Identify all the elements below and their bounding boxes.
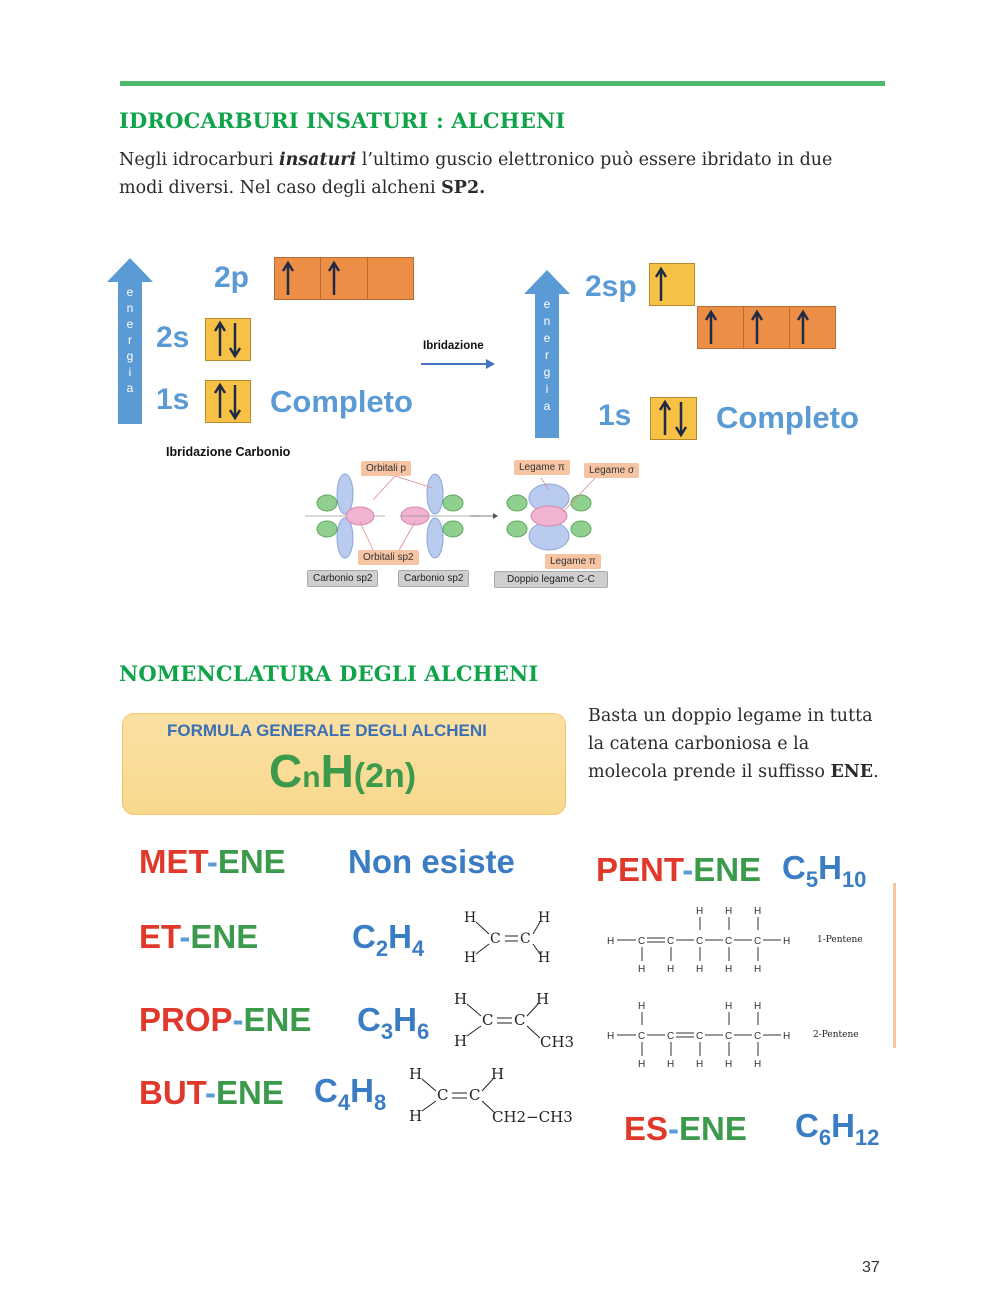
formula-general: CnH(2n) (269, 745, 417, 797)
formula-esene: $C_6H_{12}$ (795, 1107, 880, 1150)
svg-text:C: C (482, 1011, 494, 1029)
top-rule (120, 81, 885, 86)
svg-text:C: C (696, 1031, 704, 1042)
tag-legame-pi-bottom: Legame π (545, 554, 601, 569)
ch2ch3-label: CH2−CH3 (492, 1108, 573, 1126)
svg-text:H: H (725, 964, 733, 975)
svg-text:H: H (409, 1065, 423, 1083)
svg-text:C: C (514, 1011, 526, 1029)
updown-arrows-icon-2s (205, 318, 251, 361)
energy-label-left: e n e r g i a (126, 285, 134, 395)
svg-text:C: C (638, 936, 646, 947)
carbon-left-orbitals (305, 474, 385, 558)
tag-carbonio-1: Carbonio sp2 (307, 570, 378, 587)
right-arrow-icon (420, 358, 496, 370)
svg-text:H: H (696, 906, 704, 917)
svg-text:C: C (520, 931, 531, 947)
energy-label-right: e n e r g i a (543, 297, 551, 413)
svg-text:H: H (754, 964, 762, 975)
name-esene: ES-ENE (624, 1110, 747, 1147)
svg-text:H: H (696, 1059, 704, 1070)
svg-text:C: C (696, 936, 704, 947)
page-number: 37 (862, 1259, 880, 1276)
svg-text:H: H (754, 1001, 762, 1012)
tag-legame-sigma: Legame σ (584, 463, 639, 478)
svg-text:H: H (754, 1059, 762, 1070)
label-2p: 2p (214, 261, 250, 294)
name-propene: PROP-ENE (139, 1001, 312, 1038)
ibridazione-label: Ibridazione (423, 340, 484, 352)
svg-text:H: H (638, 964, 646, 975)
svg-text:C: C (638, 1031, 646, 1042)
name-pentene: PENT-ENE (596, 851, 762, 888)
svg-text:H: H (725, 906, 733, 917)
formula-header: FORMULA GENERALE DEGLI ALCHENI (167, 721, 487, 740)
ethene-structure (460, 908, 560, 968)
svg-text:H: H (536, 990, 550, 1008)
svg-text:H: H (454, 1032, 468, 1050)
intro-paragraph: Negli idrocarburi insaturi l’ultimo guscio elettronico può essere ibridato in due modi diversi. Nel caso degli alcheni SP2. (119, 150, 833, 198)
tag-legame-pi-top: Legame π (514, 460, 570, 475)
caption-ibridazione-carbonio: Ibridazione Carbonio (166, 445, 291, 459)
svg-text:H: H (696, 964, 704, 975)
svg-text:H: H (464, 910, 477, 926)
svg-text:H: H (454, 990, 468, 1008)
formula-propene: $C_3H_6$ (357, 1001, 430, 1044)
svg-text:C: C (437, 1086, 449, 1104)
svg-text:H: H (409, 1107, 423, 1125)
pentene1-structure (605, 900, 805, 980)
svg-text:H: H (667, 964, 675, 975)
section-title: IDROCARBURI INSATURI : ALCHENI (119, 108, 566, 133)
svg-text:C: C (490, 931, 501, 947)
svg-text:H: H (725, 1001, 733, 1012)
svg-text:H: H (783, 1031, 791, 1042)
svg-text:C: C (754, 936, 762, 947)
completo-right: Completo (716, 400, 859, 435)
svg-text:H: H (783, 936, 791, 947)
formula-box (122, 713, 566, 815)
svg-text:C: C (469, 1086, 481, 1104)
carbon-right-orbitals (400, 474, 480, 558)
pentene2-structure (605, 995, 805, 1075)
section2-title: NOMENCLATURA DEGLI ALCHENI (119, 661, 539, 686)
svg-text:C: C (667, 936, 675, 947)
tag-orbitali-p: Orbitali p (361, 461, 411, 476)
formula-butene: $C_4H_8$ (314, 1072, 387, 1115)
svg-text:H: H (638, 1059, 646, 1070)
svg-text:C: C (725, 936, 733, 947)
formula-pentene: $C_5H_{10}$ (782, 849, 867, 892)
svg-text:H: H (491, 1065, 505, 1083)
svg-text:H: H (754, 906, 762, 917)
tag-carbonio-2: Carbonio sp2 (398, 570, 469, 587)
up-arrow-icons-2p (274, 257, 374, 300)
label-2s: 2s (156, 321, 190, 354)
double-bond-orbitals (507, 478, 595, 550)
updown-arrows-icon-1s-right (650, 397, 697, 440)
orbital-2p-3 (367, 257, 414, 300)
formula-metene: Non esiste (348, 843, 515, 880)
name-metene: MET-ENE (139, 843, 286, 880)
svg-text:H: H (607, 1031, 615, 1042)
label-1s-right: 1s (598, 399, 632, 432)
svg-text:H: H (725, 1059, 733, 1070)
formula-etene: $C_2H_4$ (352, 918, 425, 961)
svg-text:H: H (538, 910, 551, 926)
svg-text:H: H (667, 1059, 675, 1070)
ch3-label: CH3 (540, 1033, 575, 1051)
svg-text:C: C (725, 1031, 733, 1042)
up-arrow-icon-2sp (649, 263, 695, 306)
updown-arrows-icon-1s (205, 380, 251, 423)
side-accent-bar (893, 883, 896, 1048)
svg-text:H: H (538, 950, 551, 966)
svg-text:C: C (667, 1031, 675, 1042)
label-2sp: 2sp (585, 270, 637, 303)
pentene1-label: 1-Pentene (817, 935, 863, 945)
tag-orbitali-sp2: Orbitali sp2 (358, 550, 419, 565)
name-etene: ET-ENE (139, 918, 259, 955)
pentene2-label: 2-Pentene (813, 1030, 859, 1040)
name-butene: BUT-ENE (139, 1074, 284, 1111)
up-arrow-icons-sp2 (697, 306, 836, 349)
tag-doppio-legame: Doppio legame C-C (494, 571, 608, 588)
svg-text:C: C (754, 1031, 762, 1042)
suffix-explanation: Basta un doppio legame in tutta la catena carboniosa e la molecola prende il suffisso ENE. (588, 706, 879, 782)
label-1s: 1s (156, 383, 190, 416)
svg-text:H: H (607, 936, 615, 947)
svg-text:H: H (464, 950, 477, 966)
svg-text:H: H (638, 1001, 646, 1012)
completo-left: Completo (270, 384, 413, 419)
